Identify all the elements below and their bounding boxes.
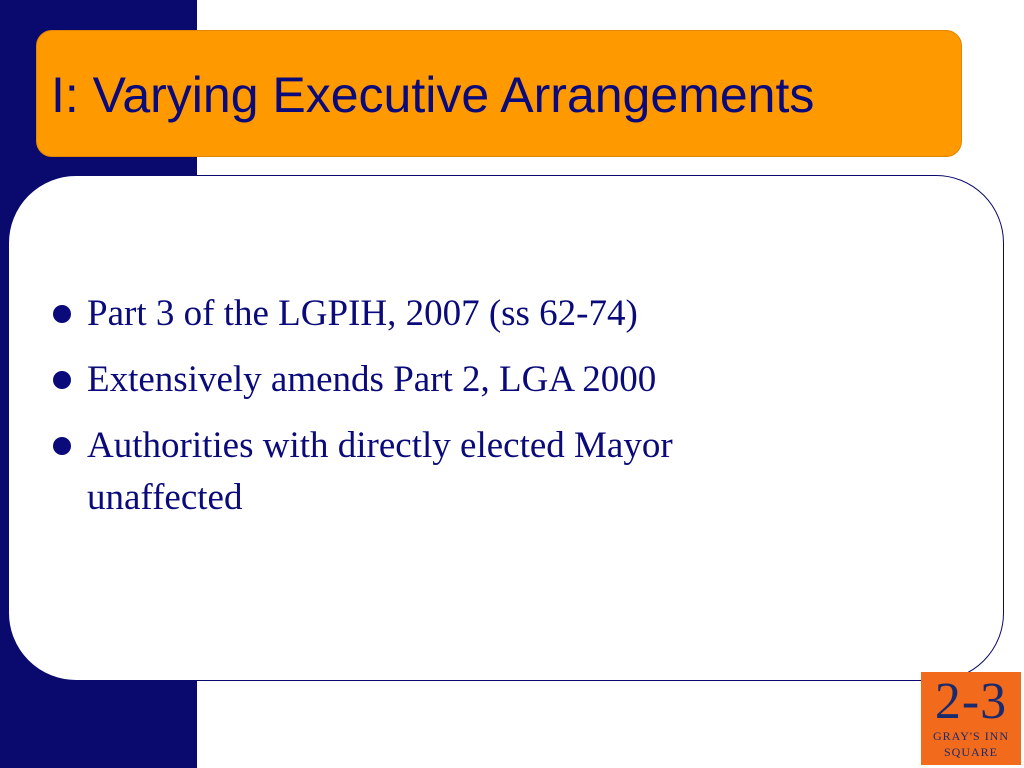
logo-number: 2-3 — [934, 673, 1008, 730]
bullet-item — [49, 288, 829, 340]
bullet-dot-icon — [53, 305, 71, 323]
bullet-dot-icon — [53, 371, 71, 389]
bullet-dot-icon — [53, 437, 71, 455]
title-box — [36, 30, 962, 157]
bullet-item — [49, 354, 829, 406]
logo-line-2: SQUARE — [943, 745, 998, 759]
bullet-item — [49, 420, 829, 524]
logo — [921, 672, 1021, 765]
bullet-list — [49, 288, 829, 538]
content-box — [8, 175, 1004, 681]
bullet-text: Authorities with directly elected Mayor unaffected — [87, 425, 673, 518]
slide-title: I: Varying Executive Arrangements — [51, 67, 815, 123]
logo-line-1: GRAY'S INN — [932, 729, 1010, 743]
bullet-text: Extensively amends Part 2, LGA 2000 — [87, 359, 657, 400]
bullet-text: Part 3 of the LGPIH, 2007 (ss 62-74) — [87, 293, 638, 334]
